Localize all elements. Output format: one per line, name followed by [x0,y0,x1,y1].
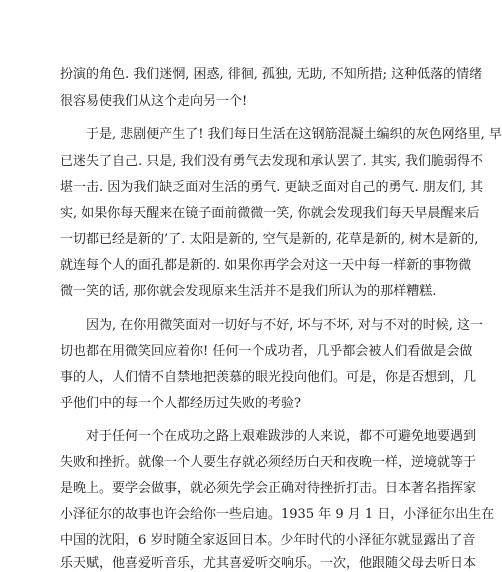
text-line: 很容易使我们从这个走向另一个! [60,94,248,109]
text-line: 微一笑的话, 那你就会发现原来生活并不是我们所认为的那样糟糕. [60,284,437,299]
paragraph-first-line: 因为, 在你用微笑面对一切好与不好, 坏与不坏, 对与不对的时候, 这一 [86,318,484,333]
text-line: 是晚上。要学会做事，就必须先学会正确对待挫折打击。日本著名指挥家 [60,481,477,496]
text-line: 一切都已经是新的’了. 太阳是新的, 空气是新的, 花草是新的, 树木是新的, [60,232,479,247]
text-line: 中国的沈阳，6 岁时随全家返回日本。少年时代的小泽征尔就显露出了音 [60,533,476,548]
paragraph-first-line: 于是, 悲剧便产生了! 我们每日生活在这钢筋混凝土编织的灰色网络里, 早 [86,127,502,142]
text-line: 切也都在用微笑回应着你! 任何一个成功者，几乎都会被人们看做是会做 [60,344,473,359]
text-line: 小泽征尔的故事也许会给你一些启迪。1935 年 9 月 1 日，小泽征尔出生在 [60,507,495,522]
text-line: 事的人，人们情不自禁地把羡慕的眼光投向他们。可是，你是否想到，几 [60,370,477,385]
text-line: 已迷失了自己. 只是, 我们没有勇气去发现和承认罢了. 其实, 我们脆弱得不 [60,154,484,169]
text-line: 扮演的角色. 我们迷惘, 困惑, 徘徊, 孤独, 无助, 不知所措; 这种低落的情绪 [60,67,483,82]
text-line: 失败和挫折。就像一个人要生存就必须经历白天和夜晚一样，逆境就等于 [60,455,477,470]
text-line: 乎他们中的每一个人都经历过失败的考验? [60,396,301,411]
text-line: 实, 如果你每天醒来在镜子面前微微一笑, 你就会发现我们每天早晨醒来后 [60,206,480,221]
paragraph-first-line: 对于任何一个在成功之路上艰难跋涉的人来说，都不可避免地要遇到 [86,429,477,444]
text-line: 堪一击. 因为我们缺乏面对生活的勇气. 更缺乏面对自己的勇气. 朋友们, 其 [60,180,484,195]
text-line: 就连每个人的面孔都是新的. 如果你再学会对这一天中每一样新的事物微 [60,258,472,273]
text-line: 乐天赋，他喜爱听音乐，尤其喜爱听交响乐。一次，他跟随父母去听日本 [60,556,477,571]
